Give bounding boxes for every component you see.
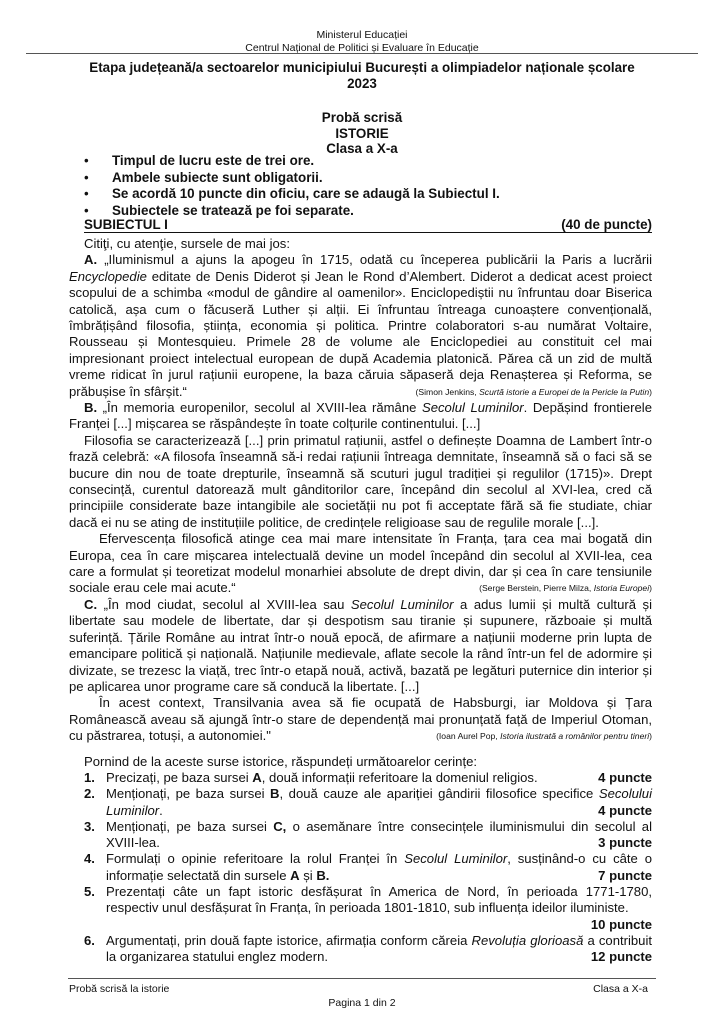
source-b-citation: (Serge Berstein, Pierre Milza, Istoria Europei) bbox=[479, 583, 652, 594]
source-c-citation: (Ioan Aurel Pop, Istoria ilustrată a românilor pentru tineri) bbox=[436, 731, 652, 742]
task-number: 5. bbox=[84, 884, 95, 900]
task-number: 1. bbox=[84, 770, 95, 785]
source-a-citation: (Simon Jenkins, Scurtă istorie a Europei de la Pericle la Putin) bbox=[415, 386, 652, 397]
tasks-intro bbox=[69, 754, 652, 770]
footer-right: Clasa a X-a bbox=[593, 983, 648, 995]
footer-divider bbox=[68, 978, 656, 979]
source-c-italic: Secolul Luminilor bbox=[350, 597, 454, 612]
tasks-list bbox=[84, 770, 652, 966]
center-name: Centrul Național de Politici și Evaluare în Educație bbox=[245, 42, 479, 54]
task-points: 7 puncte bbox=[598, 867, 652, 883]
task-points: 3 puncte bbox=[598, 835, 652, 851]
source-a bbox=[69, 252, 652, 400]
task-points: 12 puncte bbox=[590, 949, 652, 965]
subject-label: SUBIECTUL I bbox=[84, 217, 168, 232]
source-b-letter: B. bbox=[84, 400, 98, 415]
instruction-item: • Subiectele se tratează pe foi separate. bbox=[84, 203, 500, 220]
subject-heading bbox=[84, 217, 652, 233]
task-number: 4. bbox=[84, 851, 95, 867]
source-c-letter: C. bbox=[84, 597, 98, 612]
source-b-text: . Depășind frontierele Franței [...] mișcarea se răspândește în toate colțurile continentului. [...] bbox=[69, 400, 652, 432]
exam-subtitle bbox=[40, 110, 684, 157]
source-c-text: a adus lumii și multă cultură și libertate sau modele de libertate, dar și despotism sau tiranie și supunere, războaie și multă suferință. Țările Române au intrat într-o nouă epocă, de afirmare a națiunii moderne prin lupta de emancipare politică și națională. Națiunile medievale, aflate secole la rând într-un fel de adormire și divizate, se trezesc la viață, trec într-o etapă nouă, activă, bazată pe legături puternice din interior și pe aplicarea unor programe care să conducă la libertate. [...] bbox=[69, 597, 652, 695]
source-a-italic: Encyclopedie bbox=[69, 268, 147, 284]
instructions-list bbox=[84, 153, 500, 219]
source-b-italic: Secolul Luminilor bbox=[421, 400, 524, 415]
source-b bbox=[69, 400, 652, 597]
task-points: 4 puncte bbox=[598, 802, 652, 818]
task-item: 1. Precizați, pe baza sursei A, două informații referitoare la domeniul religios. 4 puncte bbox=[84, 770, 652, 785]
task-item: 5. Prezentați câte un fapt istoric desfășurat în America de Nord, în perioada 1771-1780, respectiv unul desfășurat în Franța, în perioada 1801-1810, sub influența ideilor iluministe. 10 puncte bbox=[84, 884, 652, 932]
header-divider bbox=[26, 53, 698, 54]
source-c-para1 bbox=[69, 597, 652, 695]
source-c-para2 bbox=[69, 695, 652, 744]
task-item: 3. Menționați, pe baza sursei C, o asemănare între consecințele iluminismului din secolul al XVIII-lea. 3 puncte bbox=[84, 818, 652, 851]
task-item: 6. Argumentați, prin două fapte istorice, afirmația conform căreia Revoluția glorioasă a contribuit la organizarea statului englez modern. 12 puncte bbox=[84, 932, 652, 965]
task-points: 4 puncte bbox=[598, 770, 652, 785]
exam-title bbox=[40, 60, 684, 92]
exam-class: Clasa a X-a bbox=[326, 141, 398, 156]
instruction-item: • Ambele subiecte sunt obligatorii. bbox=[84, 170, 500, 187]
task-item: 2. Menționați, pe baza sursei B, două cauze ale apariției gândirii filosofice specifice Secolului Luminilor. 4 puncte bbox=[84, 786, 652, 818]
footer-left: Probă scrisă la istorie bbox=[69, 983, 170, 995]
source-b-text: „În memoria europenilor, secolul al XVIII-lea rămâne bbox=[97, 400, 422, 415]
subject-points: (40 de puncte) bbox=[561, 217, 652, 232]
source-c bbox=[69, 597, 652, 745]
source-a-letter: A. bbox=[84, 252, 98, 268]
exam-year: 2023 bbox=[347, 76, 377, 91]
source-a-text: editate de Denis Diderot și Jean le Rond d’Alembert. Diderot a dedicat acest proiect scopului de a schimba «modul de gândire al oamenilor». Enciclopediștii nu înfruntau doar Biserica catolică, așa cum o făcuseră Luther și alții. Ei înfruntau întreaga cunoaștere convențională, îmbrățișând filosofia, știința, economia și politica. Printre colaboratori s-au numărat Voltaire, Rousseau și Montesquieu. Primele 28 de volume ale Enciclopediei au constituit cel mai impresionant proiect intelectual european de după Academia platonică. Părea că un zid de multă vreme ridicat în jurul rațiunii europene, la baza căruia săpaseră deja Renașterea și Reforma, se prăbușise în sfârșit.“ bbox=[69, 268, 652, 399]
task-item: 4. Formulați o opinie referitoare la rolul Franței în Secolul Luminilor, susținând-o cu câte o informație selectată din sursele A și B. 7 puncte bbox=[84, 851, 652, 883]
source-c-text: „În mod ciudat, secolul al XVIII-lea sau bbox=[97, 597, 351, 612]
ministry-name: Ministerul Educației bbox=[316, 29, 408, 41]
task-number: 3. bbox=[84, 818, 95, 834]
sources-section bbox=[69, 236, 652, 400]
source-b-text: Efervescența filosofică atinge cea mai mare intensitate în Franța, țara cea mai bogată din Europa, cea în care mișcarea intelectuală devine un model începând din secolul al XVII-lea, cea care a formulat și teoretizat modelul monarhiei absolute de drept divin, dar și cea în care tensiunile sociale erau cele mai acute.“ bbox=[69, 531, 652, 596]
source-a-text: „Iluminismul a ajuns la apogeu în 1715, odată cu începerea publicării la Paris a lucrării bbox=[97, 252, 652, 268]
reading-instruction: Citiţi, cu atenţie, sursele de mai jos: bbox=[84, 236, 290, 251]
exam-type: Probă scrisă bbox=[321, 110, 403, 125]
instruction-item: • Se acordă 10 puncte din oficiu, care se adaugă la Subiectul I. bbox=[84, 186, 500, 203]
tasks-intro-text: Pornind de la aceste surse istorice, răspundeți următoarelor cerințe: bbox=[84, 754, 478, 769]
source-b-para1 bbox=[69, 400, 652, 433]
source-c-text: În acest context, Transilvania avea să fie ocupată de Habsburgi, iar Moldova și Țara Românească aveau să ajungă într-o stare de dependență mai pronunțată față de Imperiul Otoman, cu păstrarea, totuși, a autonomiei." bbox=[69, 695, 652, 744]
task-number: 2. bbox=[84, 786, 95, 802]
exam-subject: ISTORIE bbox=[335, 125, 389, 141]
source-b-para2: Filosofia se caracterizează [...] prin primatul rațiunii, astfel o definește Doamna de Lambert într-o frază celebră: «A filosofa înseamnă să-i redai rațiunii întreaga demnitate, înseamnă să o faci să se bucure din nou de toate drepturile, înseamnă să scuturi jugul tradiției și regulilor (1715)». Drept consecință, curentul datorează mult gânditorilor care, începând din secolul al XVI-lea, cred că principiile considerate baze intangibile ale societății nu pot fi acceptate fără să fie studiate, chiar dacă ei nu se ating de instituțiile politice, de credințele religioase sau de regulile morale [...]. bbox=[69, 432, 652, 530]
exam-title-line1: Etapa județeană/a sectoarelor municipiului București a olimpiadelor naționale școlare bbox=[89, 60, 635, 75]
task-number: 6. bbox=[84, 932, 95, 948]
source-b-para3 bbox=[69, 531, 652, 597]
task-points: 10 puncte bbox=[590, 916, 652, 932]
instruction-item: • Timpul de lucru este de trei ore. bbox=[84, 153, 500, 170]
page-number: Pagina 1 din 2 bbox=[328, 997, 396, 1009]
